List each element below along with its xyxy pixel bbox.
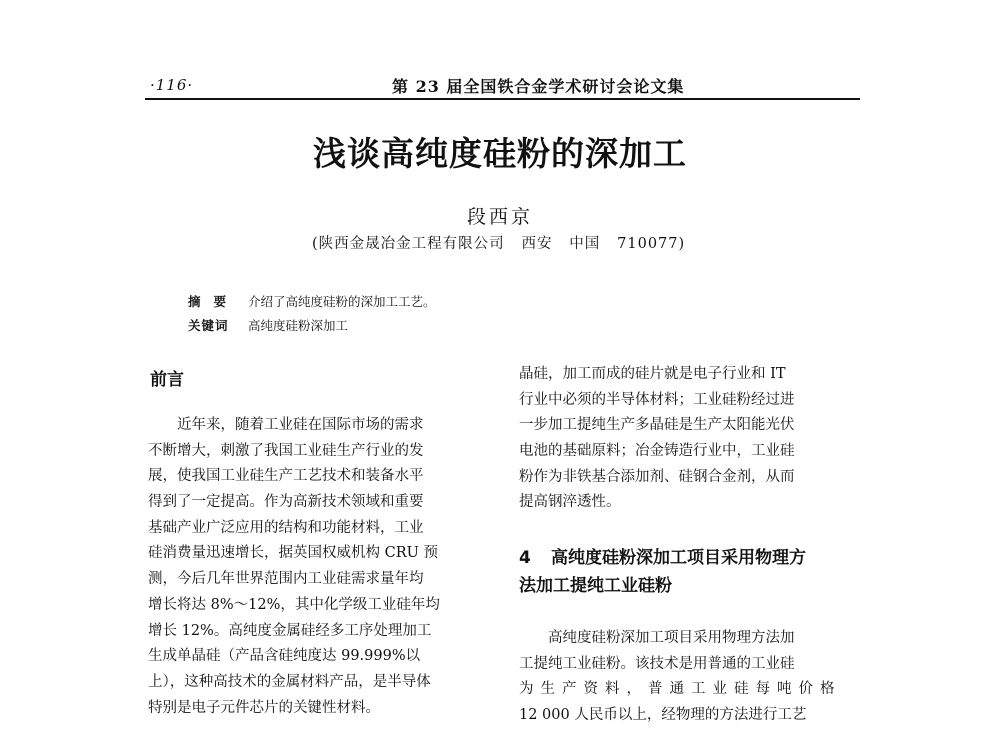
author-affiliation: (陕西金晟冶金工程有限公司 西安 中国 710077) — [312, 236, 686, 252]
section-number: 4 — [519, 548, 531, 568]
body-line: 基础产业广泛应用的结构和功能材料，工业 — [148, 519, 424, 536]
intro-heading: 前言 — [150, 370, 184, 390]
page-number: ·116· — [150, 76, 194, 94]
keywords-label: 关键词 — [188, 318, 229, 333]
body-line: 提高钢淬透性。 — [519, 494, 621, 511]
header-rule — [145, 98, 860, 100]
body-line: 测，今后几年世界范围内工业硅需求量年均 — [148, 571, 424, 588]
body-line: 生成单晶硅（产品含硅纯度达 99.999%以 — [148, 648, 421, 665]
body-line: 电池的基础原料；冶金铸造行业中，工业硅 — [519, 443, 795, 460]
body-line: 增长 12%。高纯度金属硅经多工序处理加工 — [148, 622, 432, 639]
body-line: 增长将达 8%～12%，其中化学级工业硅年均 — [148, 596, 440, 613]
paper-title: 浅谈高纯度硅粉的深加工 — [313, 134, 687, 173]
keywords-text: 高纯度硅粉深加工 — [248, 318, 349, 333]
section-4-heading — [519, 544, 864, 600]
right-column-body-top — [519, 362, 864, 516]
left-column-body — [148, 413, 493, 721]
body-line: 上），这种高技术的金属材料产品，是半导体 — [148, 673, 431, 690]
body-line: 一步加工提纯生产多晶硅是生产太阳能光伏 — [519, 417, 795, 434]
section-4-heading-line2: 法加工提纯工业硅粉 — [519, 576, 672, 596]
section-4-heading-line1: 高纯度硅粉深加工项目采用物理方 — [551, 548, 806, 568]
body-line: 高纯度硅粉深加工项目采用物理方法加 — [548, 630, 795, 646]
author-name: 段西京 — [466, 206, 533, 228]
body-line: 硅消费量迅速增长，据英国权威机构 CRU 预 — [148, 545, 438, 562]
body-line: 晶硅，加工而成的硅片就是电子行业和 IT — [519, 366, 786, 382]
body-line: 展，使我国工业硅生产工艺技术和装备水平 — [148, 468, 424, 485]
body-line: 12 000 人民币以上，经物理的方法进行工艺 — [519, 707, 807, 724]
right-column-body-bottom — [519, 626, 864, 729]
keywords-row — [188, 316, 348, 334]
body-line: 工提纯工业硅粉。该技术是用普通的工业硅 — [519, 655, 795, 672]
body-line: 近年来，随着工业硅在国际市场的需求 — [177, 417, 424, 433]
body-line: 得到了一定提高。作为高新技术领域和重要 — [148, 494, 424, 511]
body-line: 特别是电子元件芯片的关键性材料。 — [148, 699, 380, 716]
body-line: 为生产资料，普通工业硅每吨价格 — [519, 681, 842, 698]
running-header-title: 第 23 届全国铁合金学术研讨会论文集 — [392, 77, 685, 96]
body-line: 行业中必须的半导体材料；工业硅粉经过进 — [519, 391, 795, 408]
body-line: 不断增大，刺激了我国工业硅生产行业的发 — [148, 442, 424, 459]
abstract-row — [188, 292, 436, 310]
body-line: 粉作为非铁基合添加剂、硅钢合金剂，从而 — [519, 468, 795, 485]
abstract-label: 摘要 — [188, 294, 240, 309]
abstract-text: 介绍了高纯度硅粉的深加工工艺。 — [248, 294, 436, 309]
